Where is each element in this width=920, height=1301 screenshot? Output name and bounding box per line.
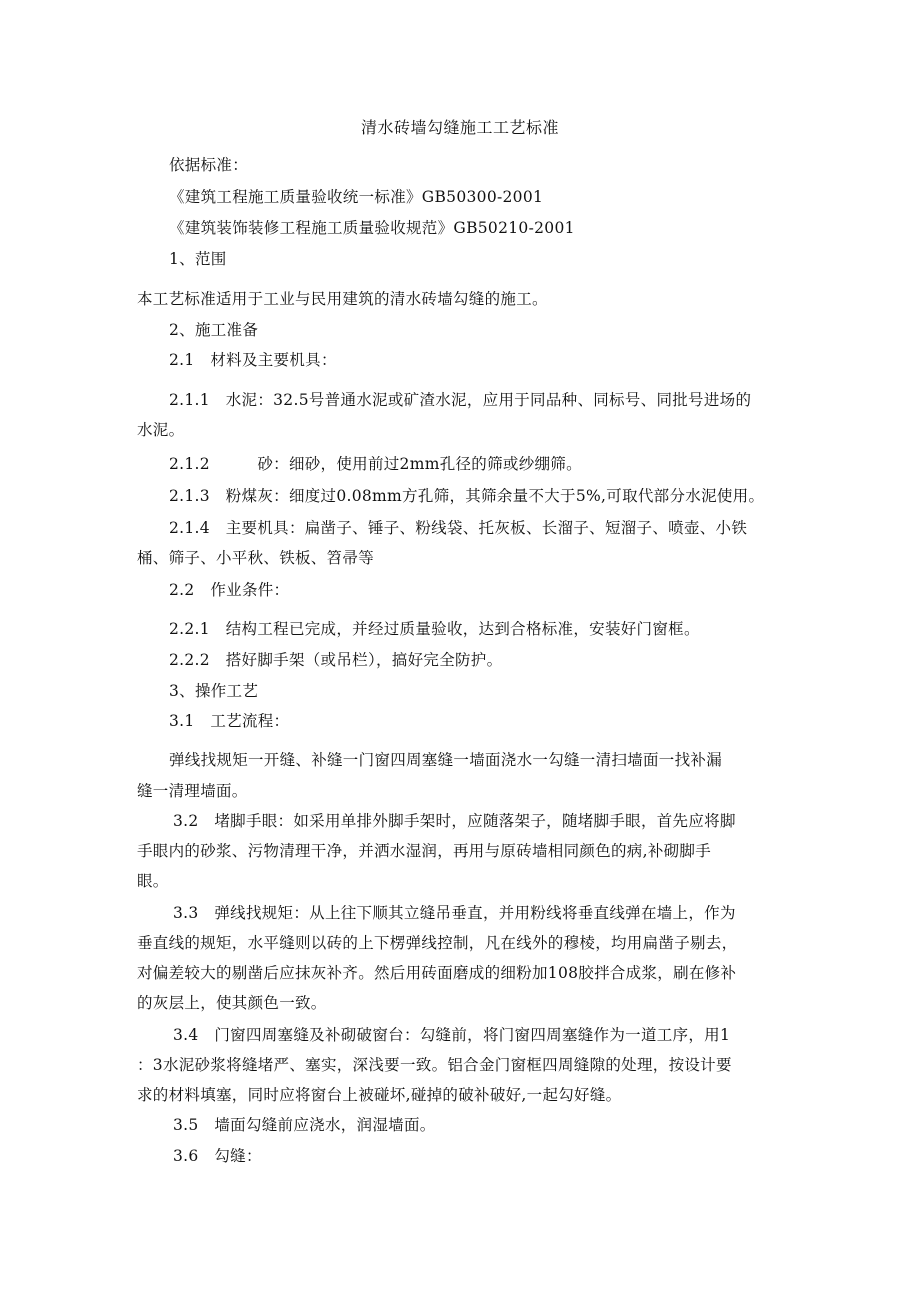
text-line: 眼。 — [137, 872, 169, 890]
text-line: 3.2 堵脚手眼：如采用单排外脚手架时，应随落架子，随堵脚手眼，首先应将脚 — [173, 812, 736, 830]
text-line: 《建筑工程施工质量验收统一标准》GB50300-2001 — [169, 188, 544, 206]
text-line: 2.1.4 主要机具：扁凿子、锤子、粉线袋、托灰板、长溜子、短溜子、喷壶、小铁 — [169, 519, 748, 537]
text-line: 3.4 门窗四周塞缝及补砌破窗台：勾缝前，将门窗四周塞缝作为一道工序，用1 — [173, 1026, 731, 1044]
text-line: 缝一清理墙面。 — [137, 782, 248, 800]
text-line: 桶、筛子、小平秋、铁板、笤帚等 — [137, 549, 375, 567]
text-line: 2.1.1 水泥：32.5号普通水泥或矿渣水泥，应用于同品种、同标号、同批号进场的 — [169, 391, 752, 409]
text-line: 3、操作工艺 — [169, 682, 259, 700]
text-line: 《建筑装饰装修工程施工质量验收规范》GB50210-2001 — [169, 219, 575, 237]
text-line: 弹线找规矩一开缝、补缝一门窗四周塞缝一墙面浇水一勾缝一清扫墙面一找补漏 — [169, 751, 723, 769]
text-line: 的灰层上，使其颜色一致。 — [137, 994, 327, 1012]
text-line: 2.2 作业条件： — [169, 581, 290, 599]
text-line: ：3水泥砂浆将缝堵严、塞实，深浅要一致。铝合金门窗框四周缝隙的处理，按设计要 — [137, 1056, 732, 1074]
text-line: 2、施工准备 — [169, 321, 259, 339]
text-line: 2.2.1 结构工程已完成，并经过质量验收，达到合格标准，安装好门窗框。 — [169, 620, 700, 638]
text-line: 3.1 工艺流程： — [169, 712, 290, 730]
text-line: 对偏差较大的剔凿后应抹灰补齐。然后用砖面磨成的细粉加108胶拌合成浆，刷在修补 — [137, 964, 737, 982]
text-line: 2.1.2 砂：细砂，使用前过2mm孔径的筛或纱绷筛。 — [169, 455, 582, 473]
text-line: 本工艺标准适用于工业与民用建筑的清水砖墙勾缝的施工。 — [137, 290, 548, 308]
text-line: 求的材料填塞，同时应将窗台上被碰坏,碰掉的破补破好,一起勾好缝。 — [137, 1086, 622, 1104]
document-title: 清水砖墙勾缝施工工艺标准 — [360, 118, 559, 137]
text-line: 水泥。 — [137, 421, 185, 439]
text-line: 3.3 弹线找规矩：从上往下顺其立缝吊垂直，并用粉线将垂直线弹在墙上，作为 — [173, 904, 736, 922]
text-line: 2.1 材料及主要机具： — [169, 351, 337, 369]
text-line: 3.5 墙面勾缝前应浇水，润湿墙面。 — [173, 1116, 436, 1134]
text-line: 2.1.3 粉煤灰：细度过0.08mm方孔筛，其筛余量不大于5%,可取代部分水泥使用。 — [169, 487, 765, 505]
text-line: 垂直线的规矩，水平缝则以砖的上下楞弹线控制，凡在线外的穆棱，均用扁凿子剔去， — [137, 934, 738, 952]
text-line: 1、范围 — [169, 250, 227, 268]
text-line: 手眼内的砂浆、污物清理干净，并洒水湿润，再用与原砖墙相同颜色的病,补砌脚手 — [137, 842, 712, 860]
text-line: 3.6 勾缝： — [173, 1147, 262, 1165]
text-line: 2.2.2 搭好脚手架（或吊栏），搞好完全防护。 — [169, 651, 503, 669]
text-line: 依据标准： — [169, 156, 249, 174]
